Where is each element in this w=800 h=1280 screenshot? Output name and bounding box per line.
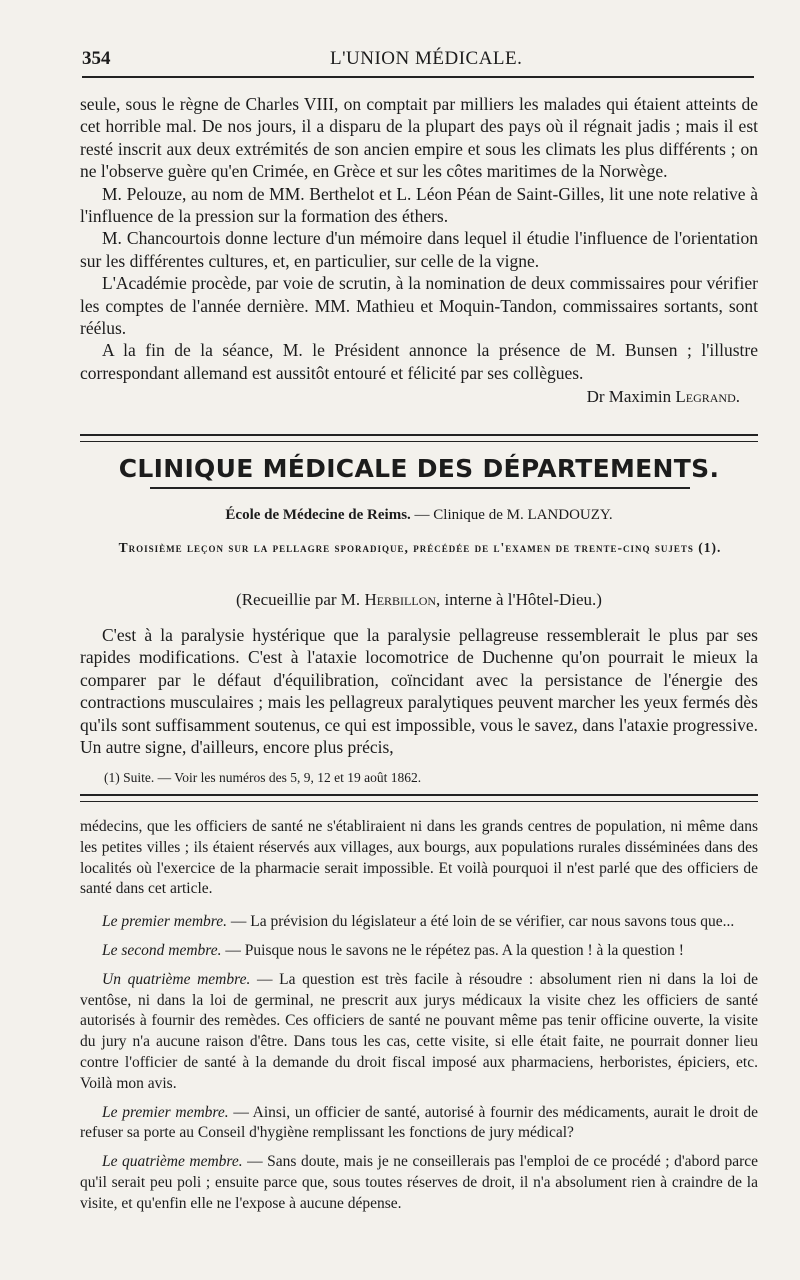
speaker: Le quatrième membre. xyxy=(102,1153,243,1171)
school-line xyxy=(80,507,758,524)
clinic-of: — Clinique de M. LANDOUZY. xyxy=(410,507,613,523)
signature-prefix: Dr Maximin xyxy=(586,387,676,407)
academy-paragraph: M. Chancourtois donne lecture d'un mémoire dans lequel il étudie l'influence de l'orientation sur les différentes cultures, et, en particulier, sur celle de la vigne. xyxy=(80,228,758,271)
footnote: (1) Suite. — Voir les numéros des 5, 9, 12 et 19 août 1862. xyxy=(104,770,422,785)
header-rule xyxy=(82,76,754,78)
lesson-title: Troisième leçon sur la pellagre sporadique, précédée de l'examen de trente-cinq sujets (1). xyxy=(118,540,722,555)
dialog-text: — Sans doute, mais je ne conseillerais pas l'emploi de ce procédé ; d'abord parce qu'il serait peu poli ; ensuite parce que, sous toutes réserves de droit, il n'a absolument rien à craindre de la visite, et qu'enfin elle ne l'expose à aucune dépense. xyxy=(80,1153,759,1212)
dialog-text: — La prévision du législateur a été loin de se vérifier, car nous savons tous que... xyxy=(226,913,735,931)
running-title: L'UNION MÉDICALE. xyxy=(330,48,523,69)
school-name: École de Médecine de Reims. xyxy=(225,507,411,523)
dialog-text: — Puisque nous le savons ne le répétez pas. A la question ! à la question ! xyxy=(221,941,684,959)
section-divider xyxy=(80,434,758,442)
feuilleton-divider xyxy=(80,794,758,802)
collected-prefix: (Recueillie par M. xyxy=(236,590,365,609)
page-number: 354 xyxy=(82,48,111,69)
dialog-line xyxy=(80,912,758,933)
academy-paragraph: L'Académie procède, par voie de scrutin, à la nomination de deux commissaires pour vérifier les comptes de l'année dernière. MM. Mathieu et Moquin-Tandon, commissaires sortants, sont réélus. xyxy=(80,273,758,339)
speaker: Le premier membre. xyxy=(102,913,227,931)
dialog-line xyxy=(80,1152,758,1214)
signature-name: Legrand. xyxy=(675,387,740,407)
academy-report xyxy=(80,93,758,409)
section-heading: CLINIQUE MÉDICALE DES DÉPARTEMENTS. xyxy=(118,454,720,483)
collected-name: Herbillon xyxy=(364,590,437,609)
signature xyxy=(80,386,758,408)
feuilleton xyxy=(80,817,758,1223)
academy-paragraph: A la fin de la séance, M. le Président annonce la présence de M. Bunsen ; l'illustre correspondant allemand est aussitôt entouré et félicité par ses collègues. xyxy=(80,340,758,383)
clinic-paragraph: C'est à la paralysie hystérique que la paralysie pellagreuse ressemblerait le plus par ses rapides modifications. C'est à l'ataxie locomotrice de Duchenne qu'on pourrait le mieux la comparer par le défaut d'équilibration, coïncidant avec la persistance de l'énergie des contractions musculaires ; mais les pellagreux paralytiques peuvent marcher les yeux fermés dès qu'ils sont suffisamment soutenus, ce qui est impossible, vous le savez, dans l'ataxie progressive. Un autre signe, d'ailleurs, encore plus précis, xyxy=(80,625,758,758)
dialog-text: — La question est très facile à résoudre : absolument rien ni dans la loi de ventôse, ni dans la loi de germinal, ne prescrit aux jurys médicaux la visite chez les officiers de santé autorisés à fournir des remèdes. Ces officiers de santé ne pouvant même pas tenir officine ouverte, la visite du jury n'a aucune raison d'être. Dans tous les cas, cette visite, si elle était faite, ne pourrait donner lieu contre l'officier de santé à la demande du droit fiscal imposé aux pharmaciens, herboristes, épiciers, etc. Voilà mon avis. xyxy=(80,970,758,1092)
academy-paragraph: M. Pelouze, au nom de MM. Berthelot et L. Léon Péan de Saint-Gilles, lit une note relative à l'influence de la pression sur la formation des éthers. xyxy=(80,183,758,227)
dialog-line xyxy=(80,1103,758,1145)
speaker: Le second membre. xyxy=(102,941,222,959)
collected-suffix: , interne à l'Hôtel-Dieu.) xyxy=(436,590,602,609)
speaker: Le premier membre. xyxy=(102,1103,229,1121)
collected-by xyxy=(80,590,758,610)
heading-rule xyxy=(150,487,690,489)
clinic-body xyxy=(80,624,758,758)
academy-paragraph: seule, sous le règne de Charles VIII, on comptait par milliers les malades qui étaient atteints de cet horrible mal. De nos jours, il a disparu de la plupart des pays où il régnait jadis ; mais il est resté inscrit aux deux extrémités de son ancien empire et sous les climats les plus différents ; on ne l'observe guère qu'en Crimée, en Grèce et sur les côtes maritimes de la Norwège. xyxy=(80,94,758,182)
speaker: Un quatrième membre. xyxy=(102,970,251,988)
dialog-line xyxy=(80,941,758,962)
page-header xyxy=(82,44,752,80)
dialog-line xyxy=(80,970,758,1095)
feuilleton-intro: médecins, que les officiers de santé ne s'établiraient ni dans les grands centres de population, ni même dans les petites villes ; ils étaient réservés aux villages, aux bourgs, aux populations rurales disséminées dans des localités où l'exercice de la pharmacie serait impossible. Et voilà pourquoi il n'est parlé que des officiers de santé dans cet article. xyxy=(80,818,758,898)
dialog-text: — Ainsi, un officier de santé, autorisé à fournir des médicaments, aurait le droit de refuser sa porte au Conseil d'hygiène remplissant les fonctions de jury médical? xyxy=(80,1103,758,1142)
